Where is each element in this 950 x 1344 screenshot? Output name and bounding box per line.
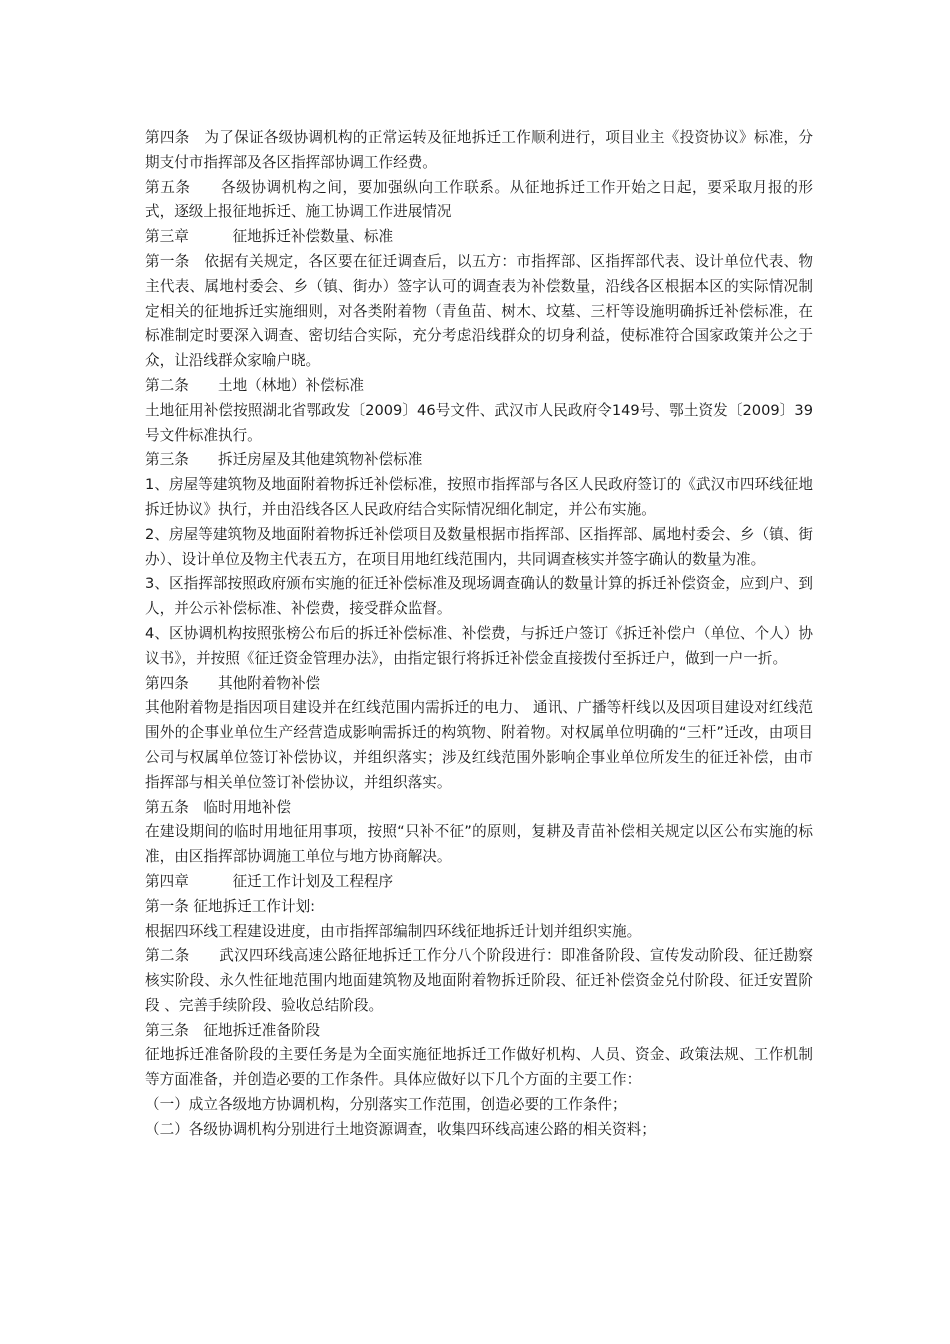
chapter-3-heading: 第三章 征地拆迁补偿数量、标准 xyxy=(145,228,394,246)
chapter-4-heading: 第四章 征迁工作计划及工程程序 xyxy=(145,872,394,890)
list-item-2: 2、房屋等建筑物及地面附着物拆迁补偿项目及数量根据市指挥部、区指挥部、属地村委会、乡（镇、街办）、设计单位及物主代表五方，在项目用地红线范围内，共同调查核实并签字确认的数量为准。 xyxy=(145,525,813,568)
paragraph-other-attachments: 其他附着物是指因项目建设并在红线范围内需拆迁的电力、 通讯、广播等杆线以及因项目建设对红线范围外的企事业单位生产经营造成影响需拆迁的构筑物、附着物。对权属单位明确的“三杆”迁改，由项目公司与权属单位签订补偿协议，并组织落实；涉及红线范围外影响企事业单位所发生的征迁补偿，由市指挥部与相关单位签订补偿协议，并组织落实。 xyxy=(145,699,813,791)
paragraph-ch3-article5-heading: 第五条 临时用地补偿 xyxy=(145,798,291,816)
paragraph-ch3-article4-heading: 第四条 其他附着物补偿 xyxy=(145,674,321,692)
paragraph-ch3-article1: 第一条 依据有关规定，各区要在征迁调查后，以五方：市指挥部、区指挥部代表、设计单位代表、物主代表、属地村委会、乡（镇、街办）签字认可的调查表为补偿数量，沿线各区根据本区的实际情况制定相关的征地拆迁实施细则，对各类附着物（青鱼苗、树木、坟墓、三杆等设施明确拆迁补偿标准，在标准制定时要深入调查、密切结合实际，充分考虑沿线群众的切身利益，使标准符合国家政策并公之于众，让沿线群众家喻户晓。 xyxy=(145,252,813,370)
paragraph-ch4-article3-heading: 第三条 征地拆迁准备阶段 xyxy=(145,1021,321,1039)
list-item-4: 4、区协调机构按照张榜公布后的拆迁补偿标准、补偿费，与拆迁户签订《拆迁补偿户（单位、个人）协议书》，并按照《征迁资金管理办法》，由指定银行将拆迁补偿金直接拨付至拆迁户，做到一户一折。 xyxy=(145,624,813,667)
list-item-3: 3、区指挥部按照政府颁布实施的征迁补偿标准及现场调查确认的数量计算的拆迁补偿资金，应到户、到人，并公示补偿标准、补偿费，接受群众监督。 xyxy=(145,575,813,618)
paragraph-land-compensation: 土地征用补偿按照湖北省鄂政发〔2009〕46号文件、武汉市人民政府令149号、鄂土资发〔2009〕39号文件标准执行。 xyxy=(145,401,813,444)
paragraph-ch4-article1-heading: 第一条 征地拆迁工作计划: xyxy=(145,897,316,915)
list-item-1: 1、房屋等建筑物及地面附着物拆迁补偿标准，按照市指挥部与各区人民政府签订的《武汉市四环线征地拆迁协议》执行，并由沿线各区人民政府结合实际情况细化制定，并公布实施。 xyxy=(145,476,813,518)
paragraph-article4-funding: 第四条 为了保证各级协调机构的正常运转及征地拆迁工作顺利进行，项目业主《投资协议》标准，分期支付市指挥部及各区指挥部协调工作经费。 xyxy=(145,129,813,171)
paragraph-ch4-article1-body: 根据四环线工程建设进度，由市指挥部编制四环线征地拆迁计划并组织实施。 xyxy=(145,922,642,940)
document-body xyxy=(145,126,813,1143)
list-item-sub-1: （一）成立各级地方协调机构，分别落实工作范围，创造必要的工作条件； xyxy=(145,1096,627,1114)
paragraph-preparation-stage: 征地拆迁准备阶段的主要任务是为全面实施征地拆迁工作做好机构、人员、资金、政策法规、工作机制等方面准备，并创造必要的工作条件。具体应做好以下几个方面的主要工作： xyxy=(145,1046,813,1089)
paragraph-temporary-land: 在建设期间的临时用地征用事项，按照“只补不征”的原则，复耕及青苗补偿相关规定以区公布实施的标准，由区指挥部协调施工单位与地方协商解决。 xyxy=(145,823,813,866)
paragraph-ch3-article3-heading: 第三条 拆迁房屋及其他建筑物补偿标准 xyxy=(145,451,423,469)
list-item-sub-2: （二）各级协调机构分别进行土地资源调查，收集四环线高速公路的相关资料； xyxy=(145,1120,656,1138)
paragraph-article5-reporting: 第五条 各级协调机构之间，要加强纵向工作联系。从征地拆迁工作开始之日起，要采取月报的形式，逐级上报征地拆迁、施工协调工作进展情况 xyxy=(145,178,813,221)
paragraph-ch4-article2: 第二条 武汉四环线高速公路征地拆迁工作分八个阶段进行：即准备阶段、宣传发动阶段、征迁勘察核实阶段、永久性征地范围内地面建筑物及地面附着物拆迁阶段、征迁补偿资金兑付阶段、征迁安置阶段 、完善手续阶段、验收总结阶段。 xyxy=(145,947,813,1014)
paragraph-ch3-article2-heading: 第二条 土地（林地）补偿标准 xyxy=(145,376,364,394)
